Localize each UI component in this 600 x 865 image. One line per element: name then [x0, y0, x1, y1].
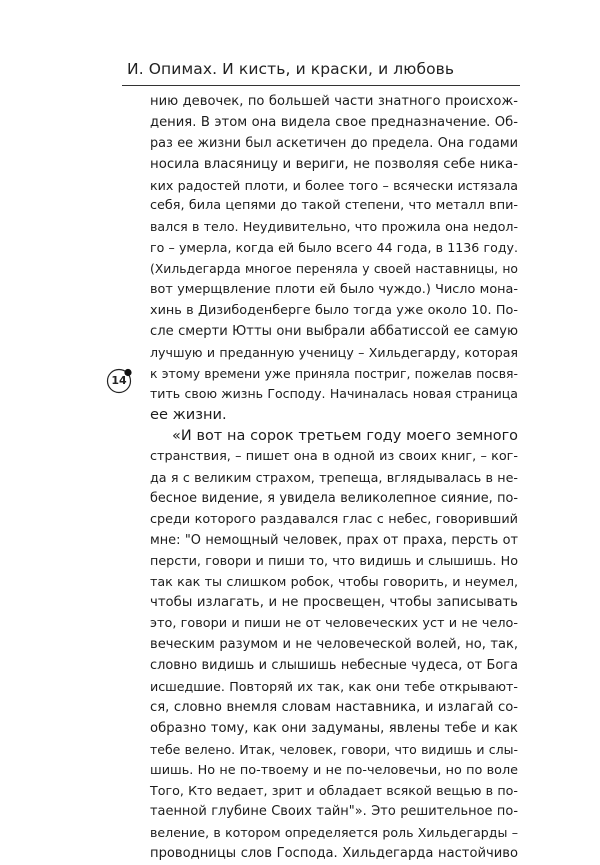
text-line: среди которого раздавался глас с небес, говоривший — [150, 511, 518, 527]
text-line: го – умерла, когда ей было всего 44 года, в 1136 году. — [150, 240, 518, 256]
header-rule — [122, 85, 520, 86]
text-line: веческим разумом и не человеческой волей, но, так, — [150, 637, 518, 653]
text-line: нию девочек, по большей части знатного происхож- — [150, 94, 518, 109]
text-line: бесное видение, я увидела великолепное сияние, по- — [150, 490, 518, 506]
text-line: раз ее жизни был аскетичен до предела. Она годами — [150, 135, 518, 151]
text-line: шишь. Но не по-твоему и не по-человечьи, но по воле — [150, 762, 518, 778]
text-line: тить свою жизнь Господу. Начиналась новая страница — [150, 386, 518, 402]
text-line: носила власяницу и вериги, не позволяя себе ника- — [150, 156, 518, 172]
text-line: словно видишь и слышишь небесные чудеса, от Бога — [150, 658, 518, 674]
text-line: сле смерти Ютты они выбрали аббатиссой ее самую — [150, 323, 518, 339]
text-line: чтобы излагать, и не просвещен, чтобы записывать — [150, 595, 518, 611]
text-line: дения. В этом она видела свое предназначение. Об- — [150, 114, 518, 130]
text-line: лучшую и преданную ученицу – Хильдегарду, которая — [150, 344, 518, 360]
text-line: вался в тело. Неудивительно, что прожила она недол- — [150, 219, 518, 235]
text-line: хинь в Дизибоденберге было тогда уже около 10. По- — [150, 302, 518, 318]
text-line: это, говори и пиши не от человеческих уст и не чело- — [150, 616, 518, 632]
page-number-badge — [106, 368, 132, 394]
text-line: (Хильдегарда многое переняла у своей наставницы, но — [150, 262, 518, 277]
body-text — [150, 92, 518, 865]
text-line: ся, словно внемля словам наставника, и излагай со- — [150, 699, 518, 715]
page-number: 14 — [111, 374, 127, 387]
text-line: проводницы слов Господа. Хильдегарда настойчиво — [150, 846, 518, 862]
text-line: образно тому, как они задуманы, явлены тебе и как — [150, 720, 518, 736]
text-line: да я с великим страхом, трепеща, вглядывалась в не- — [150, 470, 518, 486]
text-line: веление, в котором определяется роль Хильдегарды – — [150, 825, 518, 841]
text-line: Того, Кто ведает, зрит и обладает всякой вещью в по- — [150, 783, 518, 799]
text-line: «И вот на сорок третьем году моего земного — [172, 428, 518, 445]
text-line: ких радостей плоти, и более того – всячески истязала — [150, 177, 518, 193]
running-head: И. Опимах. И кисть, и краски, и любовь — [127, 60, 455, 78]
text-line: так как ты слишком робок, чтобы говорить, и неумел, — [150, 574, 518, 590]
text-line: тебе велено. Итак, человек, говори, что видишь и слы- — [150, 741, 518, 757]
text-line: персти, говори и пиши то, что видишь и слышишь. Но — [150, 553, 518, 569]
text-line: к этому времени уже приняла постриг, пожелав посвя- — [150, 365, 518, 381]
text-line: таенной глубине Своих тайн"». Это решительное по- — [150, 804, 518, 820]
text-line: вот умерщвление плоти ей было чуждо.) Число мона- — [150, 282, 518, 298]
text-line: себя, била цепями до такой степени, что металл впи- — [150, 198, 518, 214]
text-line: странствия, – пишет она в одной из своих книг, – ког- — [150, 449, 518, 465]
text-line: исшедшие. Повторяй их так, как они тебе открывают- — [150, 678, 518, 694]
text-line: мне: "О немощный человек, прах от праха, персть от — [150, 532, 518, 548]
text-line: ее жизни. — [150, 406, 227, 424]
